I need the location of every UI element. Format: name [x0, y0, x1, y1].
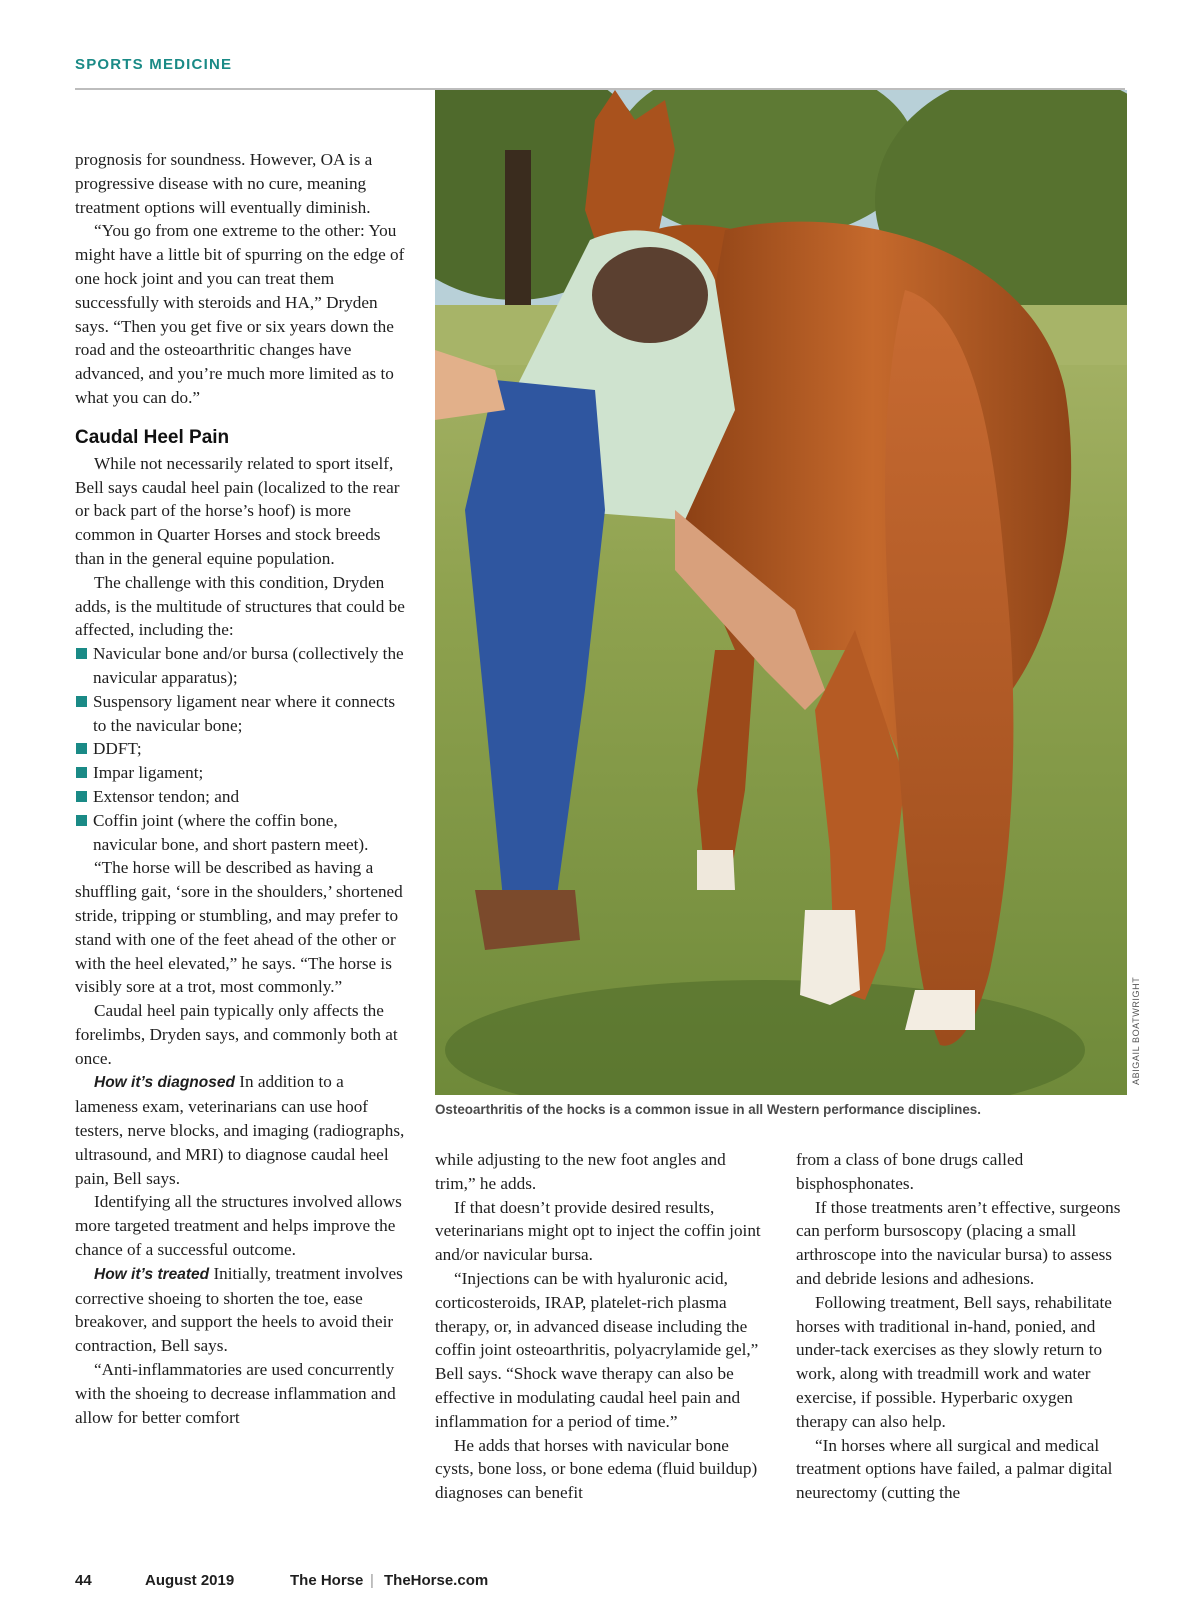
list-item [75, 809, 405, 857]
horse-hock-exam-image [435, 90, 1127, 1095]
photo-caption: Osteoarthritis of the hocks is a common issue in all Western performance disciplines. [435, 1102, 981, 1117]
list-item [75, 761, 405, 785]
section-label: SPORTS MEDICINE [75, 56, 233, 73]
issue-date: August 2019 [145, 1572, 235, 1589]
square-bullet-icon [76, 743, 87, 754]
list-item-text: Extensor tendon; and [93, 786, 240, 806]
square-bullet-icon [76, 767, 87, 778]
paragraph-text: Initially, treatment involves corrective shoeing to shorten the toe, ease breakover, and support the heels to avoid their contraction, Bell says. [75, 1263, 403, 1356]
square-bullet-icon [76, 648, 87, 659]
list-item-text: Impar ligament; [93, 763, 204, 783]
square-bullet-icon [76, 791, 87, 802]
paragraph: He adds that horses with navicular bone cysts, bone loss, or bone edema (fluid buildup) diagnoses can benefit [435, 1435, 758, 1503]
list-item-text: Navicular bone and/or bursa (collectively the navicular apparatus); [93, 644, 404, 687]
paragraph: Caudal heel pain typically only affects the forelimbs, Dryden says, and commonly both at once. [75, 1001, 398, 1068]
column-3 [796, 1148, 1126, 1505]
paragraph: The challenge with this condition, Dryden adds, is the multitude of structures that could be affected, including the: [75, 572, 405, 640]
paragraph: “In horses where all surgical and medical treatment options have failed, a palmar digital neurectomy (cutting the [796, 1435, 1113, 1503]
paragraph: from a class of bone drugs called bisphosphonates. [796, 1150, 1024, 1193]
list-item [75, 737, 405, 761]
paragraph [75, 1262, 405, 1358]
page-number: 44 [75, 1572, 92, 1589]
column-1 [75, 148, 405, 1429]
list-item [75, 690, 405, 738]
paragraph: while adjusting to the new foot angles and trim,” he adds. [435, 1150, 726, 1193]
paragraph [75, 1070, 405, 1190]
paragraph: Following treatment, Bell says, rehabilitate horses with traditional in-hand, ponied, and under-tack exercises as they slowly return to work, along with treadmill work and water exercise, if possible. Hyperbaric oxygen therapy can also help. [796, 1292, 1112, 1431]
paragraph: “Injections can be with hyaluronic acid, corticosteroids, IRAP, platelet-rich plasma therapy, or, in advanced disease including the coffin joint osteoarthritis, polyacrylamide gel,” Bell says. “Shock wave therapy can also be effective in modulating caudal heel pain and inflammation for a period of time.” [435, 1268, 759, 1431]
list-item-text: Coffin joint (where the coffin bone, navicular bone, and short pastern meet). [93, 810, 369, 854]
square-bullet-icon [76, 696, 87, 707]
paragraph: If that doesn’t provide desired results, veterinarians might opt to inject the coffin joint and/or navicular bursa. [435, 1197, 761, 1265]
paragraph: If those treatments aren’t effective, surgeons can perform bursoscopy (placing a small arthroscope into the navicular bursa) to assess and debride lesions and adhesions. [796, 1197, 1121, 1288]
paragraph: “You go from one extreme to the other: You might have a little bit of spurring on the edge of one hock joint and you can treat them successfully with steroids and HA,” Dryden says. “Then you get five or six years down the road and the osteoarthritic changes have advanced, and you’re much more limited as to what you can do.” [75, 221, 405, 407]
paragraph: “Anti-inflammatories are used concurrently with the shoeing to decrease inflammation and allow for better comfort [75, 1360, 396, 1427]
runin-heading: How it’s treated [94, 1265, 210, 1283]
website-link[interactable]: TheHorse.com [384, 1572, 489, 1589]
column-2 [435, 1148, 765, 1505]
horse-photo [435, 90, 1127, 1095]
footer-separator: | [370, 1572, 374, 1589]
list-item-text: DDFT; [93, 739, 142, 759]
subhead: Caudal Heel Pain [75, 426, 230, 448]
paragraph: Identifying all the structures involved allows more targeted treatment and helps improve the chance of a successful outcome. [75, 1192, 402, 1260]
magazine-name: The Horse [290, 1572, 364, 1589]
runin-heading: How it’s diagnosed [94, 1074, 235, 1092]
paragraph-text: In addition to a lameness exam, veterinarians can use hoof testers, nerve blocks, and imaging (radiographs, ultrasound, and MRI) to diagnose caudal heel pain, Bell says. [75, 1072, 405, 1188]
paragraph: While not necessarily related to sport itself, Bell says caudal heel pain (localized to the rear or back part of the horse’s hoof) is more common in Quarter Horses and stock breeds than in the general equine population. [75, 453, 400, 568]
list-item-text: Suspensory ligament near where it connects to the navicular bone; [93, 691, 396, 735]
paragraph: prognosis for soundness. However, OA is a progressive disease with no cure, meaning treatment options will eventually diminish. [75, 150, 373, 217]
photo-credit: ABIGAIL BOATWRIGHT [1131, 976, 1141, 1085]
paragraph: “The horse will be described as having a shuffling gait, ‘sore in the shoulders,’ shortened stride, tripping or stumbling, and may prefer to stand with one of the feet ahead of the other or with the heel elevated,” he says. “The horse is visibly sore at a trot, most commonly.” [75, 858, 403, 997]
list-item [75, 785, 405, 809]
list-item [75, 642, 405, 690]
structure-list [75, 642, 405, 856]
square-bullet-icon [76, 815, 87, 826]
